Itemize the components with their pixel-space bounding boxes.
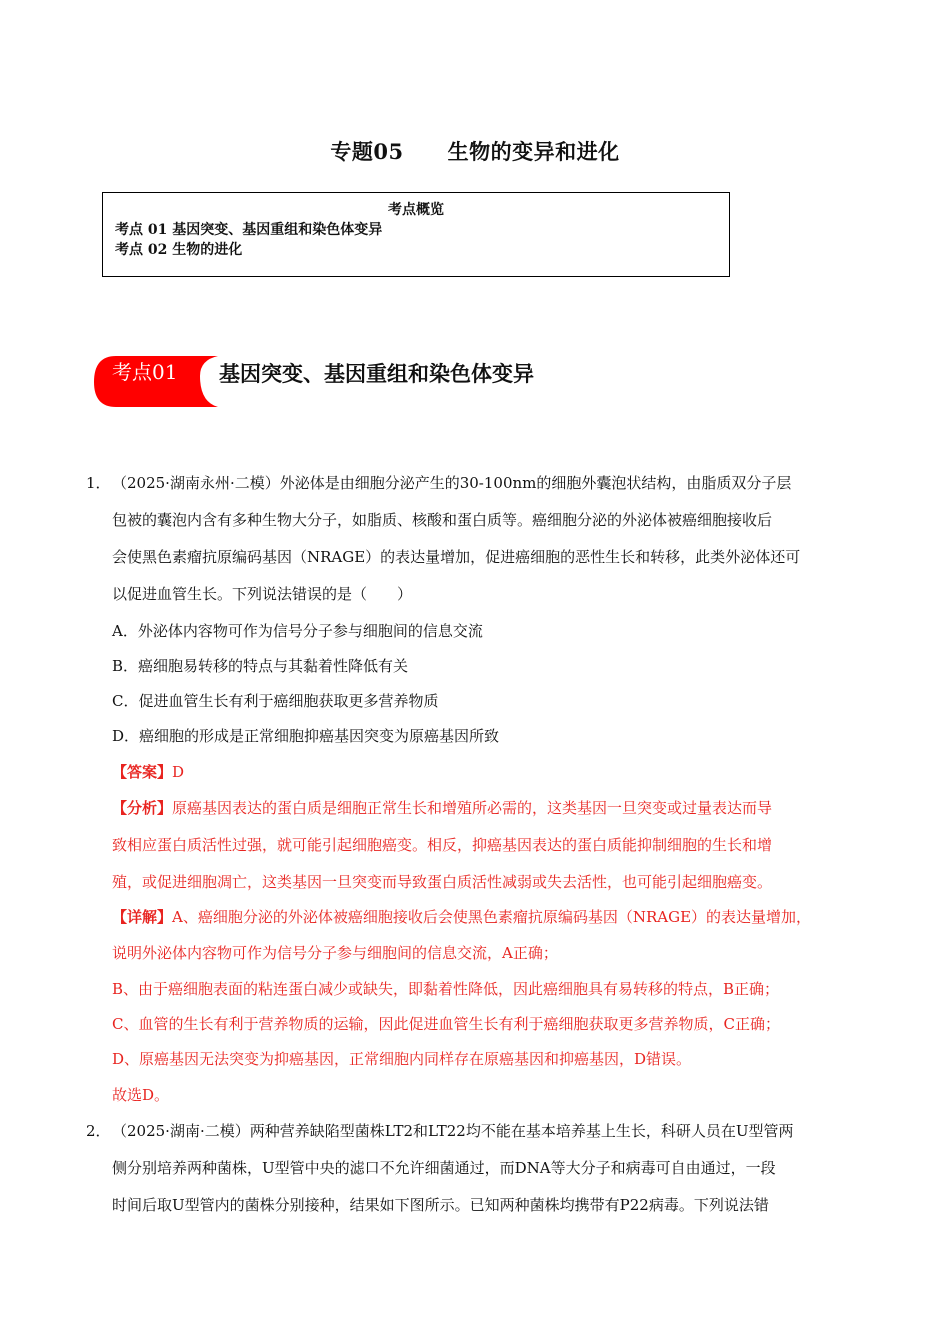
topic-title: 生物的变异和进化 [447, 139, 620, 164]
conclusion-text: 故选D。 [112, 1086, 170, 1104]
overview-item: 考点 01 基因突变、基因重组和染色体变异 [115, 222, 383, 238]
section-tag: 考点01 [112, 360, 178, 384]
overview-item: 考点 02 生物的进化 [115, 242, 243, 258]
option-a: A．外泌体内容物可作为信号分子参与细胞间的信息交流 [112, 622, 483, 640]
analysis-text: 原癌基因表达的蛋白质是细胞正常生长和增殖所必需的，这类基因一旦突变或过量表达而导 [172, 799, 773, 817]
detail-line [112, 906, 811, 927]
analysis-line [112, 797, 772, 818]
option-c: C．促进血管生长有利于癌细胞获取更多营养物质 [112, 692, 439, 710]
question-text-line: 会使黑色素瘤抗原编码基因（NRAGE）的表达量增加，促进癌细胞的恶性生长和转移，此类外泌体还可 [112, 548, 801, 566]
section-heading [92, 354, 652, 410]
analysis-text: 殖，或促进细胞凋亡，这类基因一旦突变而导致蛋白质活性减弱或失去活性，也可能引起细胞癌变。 [112, 873, 773, 891]
overview-box [102, 192, 730, 277]
detail-text: 说明外泌体内容物可作为信号分子参与细胞间的信息交流，A正确； [112, 944, 558, 962]
section-title: 基因突变、基因重组和染色体变异 [219, 361, 534, 386]
question-text-line: 侧分别培养两种菌株，U型管中央的滤口不允许细菌通过，而DNA等大分子和病毒可自由通过，一段 [112, 1159, 776, 1177]
detail-text: C、血管的生长有利于营养物质的运输，因此促进血管生长有利于癌细胞获取更多营养物质，C正确； [112, 1015, 780, 1033]
answer-value: D [172, 763, 185, 781]
question-text-line: 时间后取U型管内的菌株分别接种，结果如下图所示。已知两种菌株均携带有P22病毒。下列说法错 [112, 1196, 769, 1214]
answer-line [112, 761, 184, 782]
detail-text: D、原癌基因无法突变为抑癌基因，正常细胞内同样存在原癌基因和抑癌基因，D错误。 [112, 1050, 692, 1068]
analysis-text: 致相应蛋白质活性过强，就可能引起细胞癌变。相反，抑癌基因表达的蛋白质能抑制细胞的生长和增 [112, 836, 773, 854]
question-text-line: （2025·湖南·二模）两种营养缺陷型菌株LT2和LT22均不能在基本培养基上生长，科研人员在U型管两 [112, 1122, 794, 1140]
detail-text: A、癌细胞分泌的外泌体被癌细胞接收后会使黑色素瘤抗原编码基因（NRAGE）的表达量增加， [172, 908, 812, 926]
answer-label: 【答案】 [112, 763, 173, 781]
question-text-line: 包被的囊泡内含有多种生物大分子，如脂质、核酸和蛋白质等。癌细胞分泌的外泌体被癌细胞接收后 [112, 511, 773, 529]
detail-label: 【详解】 [112, 908, 173, 926]
page-title [0, 136, 950, 166]
overview-title: 考点概览 [388, 202, 444, 218]
question-number: 2． [86, 1122, 111, 1140]
analysis-label: 【分析】 [112, 799, 173, 817]
question-text-line: （2025·湖南永州·二模）外泌体是由细胞分泌产生的30-100nm的细胞外囊泡状结构，由脂质双分子层 [112, 474, 792, 492]
option-d: D．癌细胞的形成是正常细胞抑癌基因突变为原癌基因所致 [112, 727, 500, 745]
topic-number: 专题05 [330, 139, 404, 164]
question-text-line: 以促进血管生长。下列说法错误的是（ ） [112, 585, 413, 603]
option-b: B．癌细胞易转移的特点与其黏着性降低有关 [112, 657, 409, 675]
question-number: 1． [86, 474, 111, 492]
detail-text: B、由于癌细胞表面的粘连蛋白减少或缺失，即黏着性降低，因此癌细胞具有易转移的特点，B正确； [112, 980, 780, 998]
